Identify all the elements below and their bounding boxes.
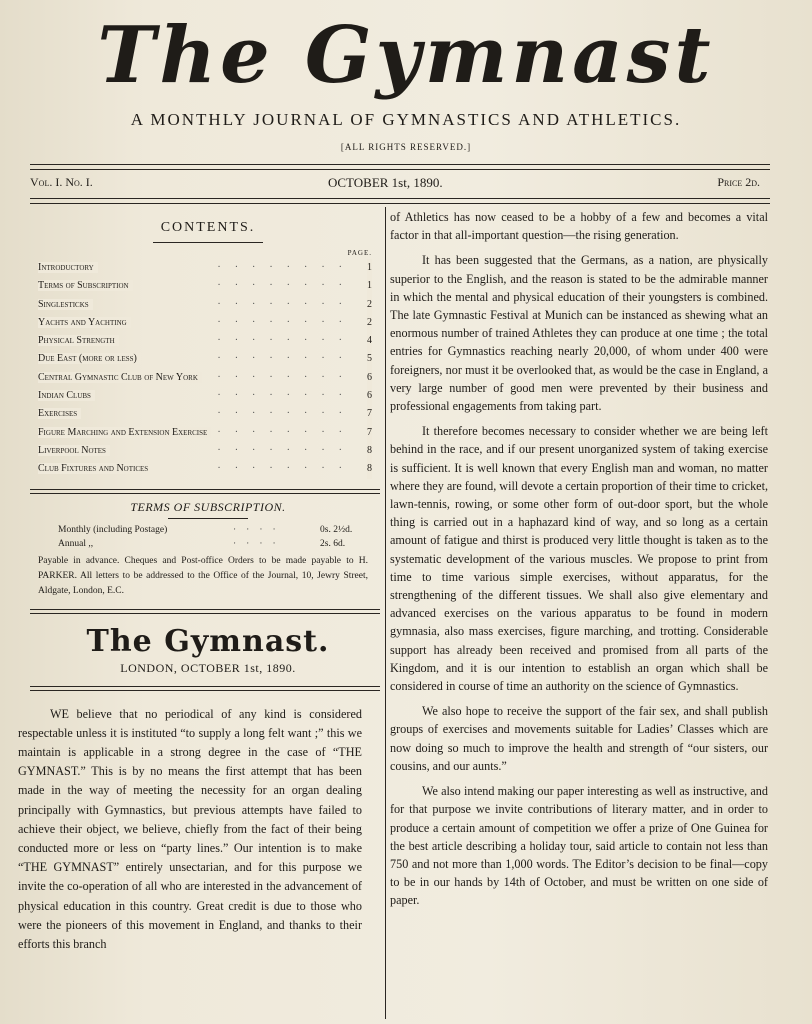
- contents-item: ········ Physical Strength 4: [38, 332, 378, 350]
- masthead-rule: [30, 164, 770, 170]
- contents-item: ········ Introductory 1: [38, 259, 378, 277]
- contents-item: ········ Exercises 7: [38, 405, 378, 423]
- article-paragraph: of Athletics has now ceased to be a hobby of a few and becomes a vital factor in that all-important question—the rising generation.: [390, 210, 768, 243]
- issue-date: OCTOBER 1st, 1890.: [328, 175, 443, 190]
- left-column: [18, 210, 378, 954]
- terms-row-annual: Annual ,, ···· 2s. 6d.: [58, 538, 346, 549]
- contents-rule: [153, 242, 263, 243]
- issue-volume: Vol. I. No. I.: [30, 175, 93, 189]
- right-column: [390, 208, 768, 910]
- contents-item: ········ Figure Marching and Extension Exercise 7: [38, 424, 378, 442]
- contents-item: ········ Singlesticks 2: [38, 296, 378, 314]
- masthead-subtitle: A MONTHLY JOURNAL OF GYMNASTICS AND ATHLETICS.: [130, 110, 682, 129]
- terms-rule: [168, 518, 248, 519]
- terms-bottom-rule: [30, 609, 380, 614]
- masthead-title: The Gymnast: [97, 10, 715, 101]
- terms-note: Payable in advance. Cheques and Post-office Orders to be made payable to H. PARKER. All letters to be addressed to the Office of the Journal, 10, Jewry Street, Aldgate, London, E.C.: [38, 555, 368, 596]
- contents-item: ········ Central Gymnastic Club of New York 6: [38, 369, 378, 387]
- contents-bottom-rule: [30, 489, 380, 494]
- issue-line: [30, 175, 770, 193]
- terms-row-monthly: Monthly (including Postage) ···· 0s. 2½d.: [58, 524, 353, 535]
- leader-paragraph: WE believe that no periodical of any kind is considered respectable unless it is instituted “to supply a long felt want ;” this we maintain is applicable in a strong degree in the case of “THE GYMNAST.” This is by no means the first attempt that has been made in the way of meeting the necessity for an organ dealing principally with Gymnastics, but previous attempts have failed to achieve their object, we believe, chiefly from the fact of their being conducted more or less on “party lines.” Our intention is to make “THE GYMNAST” entirely unsectarian, and for this purpose we invite the co-operation of all who are interested in the advancement of physical education in this country. Great credit is due to those who were the pioneers of this movement in England, and thanks to their efforts this branch: [18, 706, 362, 951]
- contents-item: ········ Terms of Subscription 1: [38, 277, 378, 295]
- column-divider: [385, 207, 386, 1019]
- terms-heading: TERMS OF SUBSCRIPTION.: [130, 499, 286, 514]
- contents-list: [38, 259, 378, 479]
- issue-rule: [30, 198, 770, 204]
- contents-item: ········ Yachts and Yachting 2: [38, 314, 378, 332]
- article-paragraph: It has been suggested that the Germans, as a nation, are physically superior to the English, and the reason is stated to be the admirable manner in which the mental and physical education of their youngsters is combined. The late Gymnastic Festival at Munich can be instanced as shewing what an enormous number of trained Athletes they can produce at one time ; the total entries for Gymnastics reaching nearly 20,000, of whom under 400 were foreigners, nor must it be overlooked that, as would be the case in England, a very large number of good men were prevented by their business and professional engagements from taking part.: [390, 253, 768, 414]
- article-paragraph: We also intend making our paper interesting as well as instructive, and for that purpose we invite contributions of literary matter, and in order to produce a certain amount of competition we offer a prize of One Guinea for the best article describing a holiday tour, said article to contain not less than 750 and not more than 1,000 words. The Editor’s decision to be final—copy to be in our hands by 14th of October, and must be written on one side of paper.: [390, 784, 768, 908]
- article-paragraph: We also hope to receive the support of the fair sex, and shall publish groups of exercises and movements suitable for Ladies’ Classes which are now doing so much to improve the health and strength of “our sisters, our cousins, and our aunts.”: [390, 704, 768, 773]
- article-paragraph: It therefore becomes necessary to consider whether we are being left behind in the race, and if our present unorganized system of taking exercise is sufficient. It is well known that every English man and woman, no matter where they are found, will devote a certain proportion of their time to cricket, lawn-tennis, rowing, or some other form of out-door sport, but the whole thing is carried out in a haphazard kind of way, and so long as a certain amount of fatigue and thirst is produced very little thought is taken as to the systematic development of the various muscles. We propose to print from time to time various simple exercises, without apparatus, for the strengthening of the different tissues. We shall also give elementary and advanced exercises on the various apparatus to be found in modern gymnasia, also mass exercises, figure marching, and trotting. Considerable support has already been received and promised from all parts of the Kingdom, and it is our intention to establish an organ which shall be considered in course of time an authority on the science of Gymnastics.: [390, 424, 769, 694]
- contents-item: ········ Due East (more or less) 5: [38, 350, 378, 368]
- contents-heading: CONTENTS.: [160, 220, 256, 235]
- contents-page-label: PAGE.: [347, 249, 372, 257]
- contents-item: ········ Indian Clubs 6: [38, 387, 378, 405]
- issue-price: Price 2d.: [717, 175, 760, 189]
- leader-title: The Gymnast.: [86, 623, 330, 659]
- masthead: [20, 8, 792, 152]
- rights-notice: [ALL RIGHTS RESERVED.]: [340, 142, 472, 152]
- leader-rule: [30, 686, 380, 691]
- leader-dateline: LONDON, OCTOBER 1st, 1890.: [120, 660, 296, 675]
- contents-item: ········ Liverpool Notes 8: [38, 442, 378, 460]
- contents-item: ········ Club Fixtures and Notices 8: [38, 460, 378, 478]
